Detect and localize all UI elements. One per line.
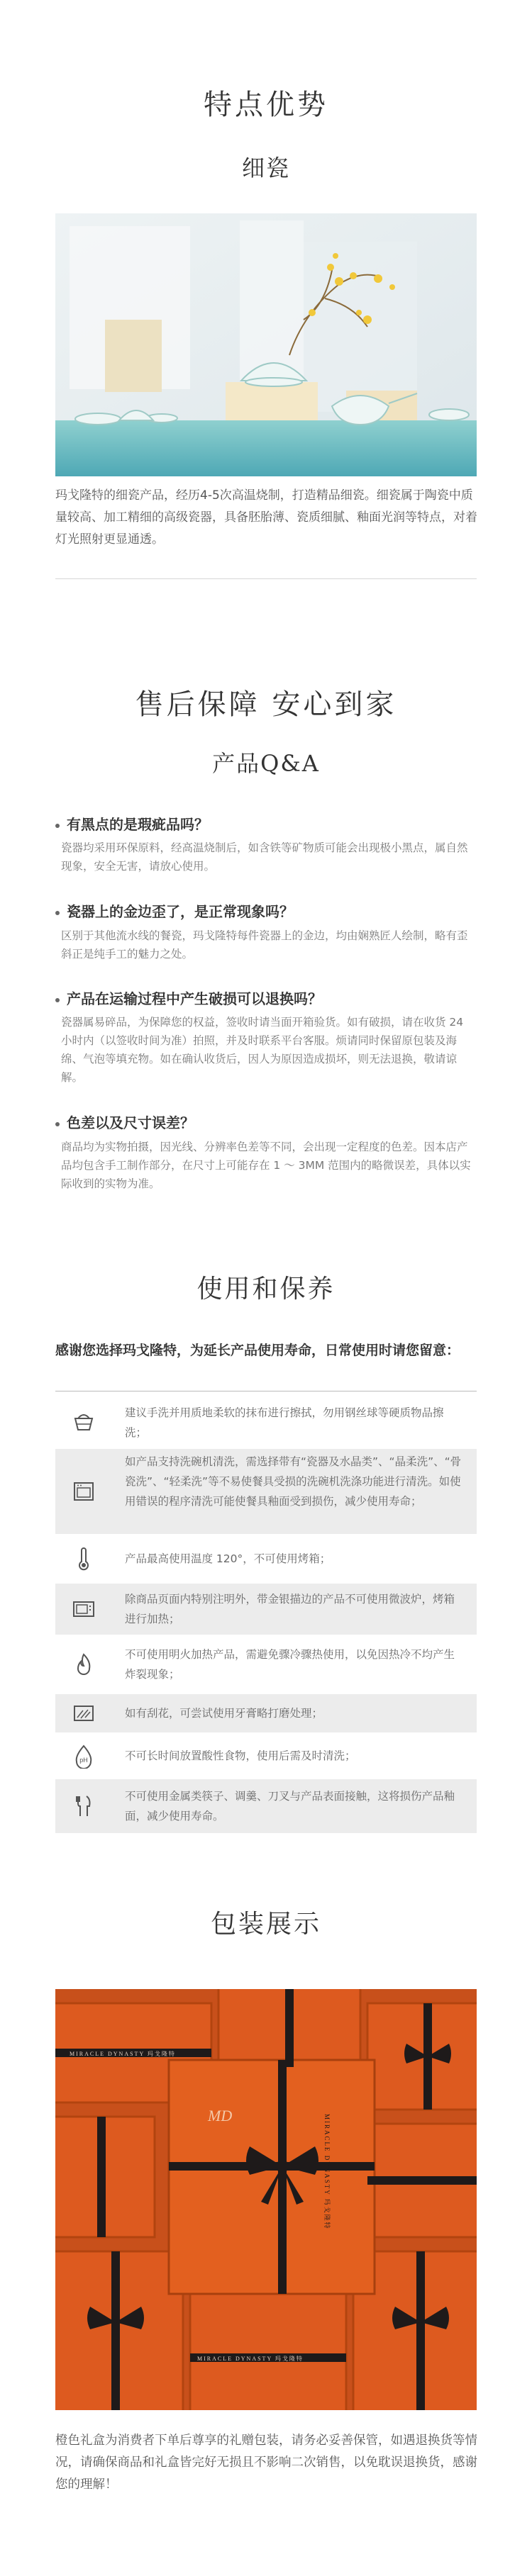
- bullet-icon: [55, 998, 60, 1002]
- qa-answer: 商品均为实物拍摄，因光线、分辨率色差等不同，会出现一定程度的色差。因本店产品均包含手工制作部分，在尺寸上可能存在 1 ～ 3MM 范围内的略微误差，具体以实际收到的实物为准。: [61, 1141, 471, 1190]
- divider: [55, 578, 477, 579]
- care-item: 如有刮花，可尝试使用牙膏略打磨处理；: [55, 1694, 477, 1732]
- bullet-icon: [55, 1122, 60, 1126]
- svg-text:pH: pH: [79, 1757, 88, 1764]
- bullet-icon: [55, 824, 60, 828]
- qa-question: 色差以及尺寸误差？: [55, 1111, 194, 1132]
- thermometer-icon: [71, 1546, 96, 1572]
- brand-logo: MD: [208, 2107, 233, 2124]
- qa-subheading: 产品Q&A: [212, 750, 320, 777]
- scratch-icon: [71, 1701, 96, 1726]
- packaging-heading: 包装展示: [210, 1910, 321, 1939]
- qa-question: 瓷器上的金边歪了，是正常现象吗？: [55, 900, 294, 921]
- care-item: 除商品页面内特别注明外，带金银描边的产品不可使用微波炉，烤箱进行加热；: [55, 1584, 477, 1635]
- care-item: 如产品支持洗碗机清洗，需选择带有“瓷器及水晶类”、“晶柔洗”、“骨瓷洗”、“轻柔洗”等不易使餐具受损的洗碗机洗涤功能进行清洗。如使用错误的程序清洗可能使餐具釉面受到损伤，减少使用寿命；: [55, 1449, 477, 1534]
- flame-icon: [71, 1652, 96, 1677]
- qa-answer: 区别于其他流水线的餐瓷，玛戈隆特每件瓷器上的金边，均由娴熟匠人绘制，略有歪斜正是纯手工的魅力之处。: [61, 929, 468, 961]
- qa-answer: 瓷器均采用环保原料，经高温烧制后，如含铁等矿物质可能会出现极小黑点，属自然现象，安全无害，请放心使用。: [61, 841, 468, 873]
- ribbon-text: MIRACLE DYNASTY 玛戈隆特: [197, 2356, 304, 2362]
- porcelain-illustration: [55, 213, 477, 476]
- care-item: 建议手洗并用质地柔软的抹布进行擦拭，勿用钢丝球等硬质物品擦洗；: [55, 1401, 477, 1445]
- care-intro: 感谢您选择玛戈隆特，为延长产品使用寿命，日常使用时请您留意：: [55, 1343, 460, 1358]
- care-item: pH 不可长时间放置酸性食物，使用后需及时清洗；: [55, 1737, 477, 1775]
- porcelain-photo: [55, 213, 477, 476]
- features-description: 玛戈隆特的细瓷产品，经历4-5次高温烧制，打造精品细瓷。细瓷属于陶瓷中质量较高、加工精细的高级瓷器，具备胚胎薄、瓷质细腻、釉面光润等特点，对着灯光照射更显通透。: [55, 488, 477, 547]
- care-heading: 使用和保养: [196, 1275, 336, 1304]
- handwash-icon: [71, 1410, 96, 1435]
- qa-question: 有黑点的是瑕疵品吗？: [55, 813, 209, 834]
- service-heading: 售后保障 安心到家: [135, 688, 397, 721]
- packaging-photo: [55, 1989, 477, 2410]
- packaging-description: 橙色礼盒为消费者下单后尊享的礼赠包装，请务必妥善保管，如遇退换货等情况，请确保商品和礼盒皆完好无损且不影响二次销售，以免耽误退换货，感谢您的理解！: [55, 2434, 477, 2492]
- gift-box-illustration: [55, 1989, 477, 2410]
- dishwasher-icon: [71, 1479, 96, 1504]
- ph-icon: [71, 1743, 96, 1769]
- microwave-icon: [71, 1596, 96, 1622]
- features-heading: 特点优势: [204, 89, 328, 121]
- care-item: 产品最高使用温度 120°，不可使用烤箱；: [55, 1538, 477, 1579]
- qa-answer: 瓷器属易碎品，为保障您的权益，签收时请当面开箱验货。如有破损，请在收货 24 小时内（以签收时间为准）拍照，并及时联系平台客服。烦请同时保留原包装及海绵、气泡等填充物。如在确认收货后，因人为原因造成损坏，则无法退换，敬请谅解。: [61, 1016, 464, 1084]
- care-item: 不可使用金属类筷子、调羹、刀叉与产品表面接触，这将损伤产品釉面，减少使用寿命。: [55, 1779, 477, 1833]
- qa-question: 产品在运输过程中产生破损可以退换吗？: [55, 987, 322, 1008]
- ribbon-text: MIRACLE DYNASTY 玛戈隆特: [70, 2051, 176, 2057]
- ribbon-text: MIRACLE DYNASTY 玛戈隆特: [323, 2114, 331, 2230]
- care-item: 不可使用明火加热产品，需避免骤冷骤热使用，以免因热冷不均产生炸裂现象；: [55, 1639, 477, 1690]
- utensils-icon: [71, 1793, 96, 1819]
- bullet-icon: [55, 911, 60, 915]
- features-subheading: 细瓷: [241, 155, 290, 181]
